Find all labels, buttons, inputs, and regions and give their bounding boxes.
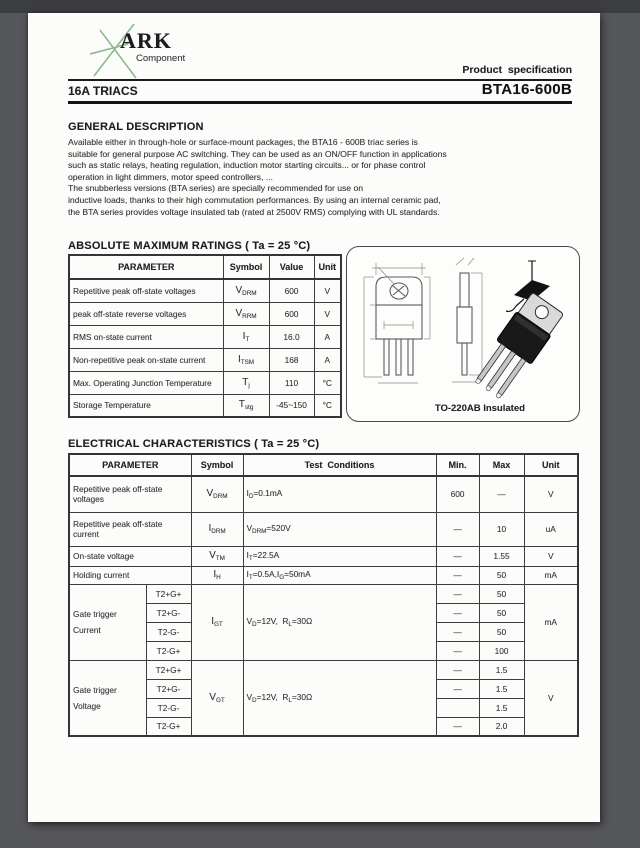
datasheet-page (28, 13, 600, 822)
description-line: inductive loads, thanks to their high commutation performances. By using an internal ceramic pad, (68, 194, 441, 205)
description-line: such as static relays, heating regulation, induction motor starting circuits... or for phase control (68, 160, 426, 171)
ec-unit: V (524, 476, 578, 512)
table-row (69, 584, 578, 603)
ec-symbol: $V_{DRM}$ (191, 476, 243, 512)
amr-title: ABSOLUTE MAXIMUM RATINGS ( Ta = 25 °C) (68, 240, 311, 252)
ec-max: 50 (479, 566, 524, 584)
ec-param-group: Gate trigger Voltage (69, 660, 146, 736)
amr-param: Storage Temperature (69, 394, 223, 417)
ec-min (436, 698, 479, 717)
ec-min: 600 (436, 476, 479, 512)
ec-symbol: $I_{DRM}$ (191, 512, 243, 546)
ec-min: — (436, 660, 479, 679)
ec-min: — (436, 603, 479, 622)
amr-value: 600 (269, 302, 314, 325)
ec-header-parameter: PARAMETER (69, 454, 191, 476)
ec-unit: mA (524, 584, 578, 660)
table-row (69, 302, 341, 325)
description-line: The snubberless versions (BTA series) are specially recommended for use on (68, 183, 364, 194)
logo-brand-text: ARK (120, 28, 172, 53)
ec-max: 10 (479, 512, 524, 546)
ec-param: Repetitive peak off-state voltages (69, 476, 191, 512)
ec-unit: V (524, 660, 578, 736)
ec-trigger-quadrant: T2+G- (146, 679, 191, 698)
ec-trigger-quadrant: T2+G+ (146, 660, 191, 679)
package-caption: TO-220AB Insulated (434, 403, 525, 414)
table-row (69, 512, 578, 546)
ec-param: Holding current (69, 566, 191, 584)
amr-value: 16.0 (269, 325, 314, 348)
ec-conditions: $V_D=12V$, $R_L=30\Omega$ (243, 584, 436, 660)
ec-header-symbol: Symbol (191, 454, 243, 476)
header-rule-thick (68, 101, 572, 104)
amr-unit: V (314, 302, 341, 325)
ec-conditions: $V_D=12V$, $R_L=30\Omega$ (243, 660, 436, 736)
amr-unit: °C (314, 371, 341, 394)
general-description-title: GENERAL DESCRIPTION (68, 121, 204, 133)
ec-min: — (436, 584, 479, 603)
ec-min: — (436, 546, 479, 566)
description-line: the BTA series provides voltage insulated tab (rated at 2500V RMS) complying with UL standards. (68, 206, 440, 217)
ec-max: 50 (479, 603, 524, 622)
amr-unit: V (314, 279, 341, 302)
ec-max: 1.5 (479, 679, 524, 698)
ec-unit: uA (524, 512, 578, 546)
amr-symbol: $T_{stg}$ (223, 394, 269, 417)
amr-table (68, 254, 342, 418)
amr-param: peak off-state reverse voltages (69, 302, 223, 325)
table-row (69, 371, 341, 394)
ec-conditions: $I_T=22.5A$ (243, 546, 436, 566)
general-description-paragraph (68, 137, 566, 218)
amr-unit: A (314, 348, 341, 371)
ec-max: 50 (479, 584, 524, 603)
amr-header-parameter: PARAMETER (69, 255, 223, 279)
ec-table (68, 453, 579, 737)
amr-value: -45~150 (269, 394, 314, 417)
ec-min: — (436, 566, 479, 584)
ec-min: — (436, 512, 479, 546)
ec-symbol: $V_{GT}$ (191, 660, 243, 736)
table-row (69, 566, 578, 584)
table-row (69, 325, 341, 348)
amr-param: RMS on-state current (69, 325, 223, 348)
ec-max: 1.5 (479, 660, 524, 679)
amr-param: Non-repetitive peak on-state current (69, 348, 223, 371)
ec-min: — (436, 622, 479, 641)
description-line: Available either in through-hole or surface-mount packages, the BTA16 - 600B triac series is (68, 137, 418, 147)
package-drawing-to220 (348, 251, 576, 401)
amr-header-value: Value (269, 255, 314, 279)
description-line: operation in light dimmers, motor speed controllers, ... (68, 171, 273, 182)
amr-symbol: $I_{TSM}$ (223, 348, 269, 371)
ec-param: Repetitive peak off-state current (69, 512, 191, 546)
amr-unit: A (314, 325, 341, 348)
ec-trigger-quadrant: T2-G+ (146, 641, 191, 660)
to220-side-view (457, 273, 472, 375)
to220-front-view (376, 277, 422, 375)
package-outline-box (346, 246, 580, 422)
amr-value: 168 (269, 348, 314, 371)
ec-trigger-quadrant: T2-G- (146, 622, 191, 641)
amr-header-symbol: Symbol (223, 255, 269, 279)
ec-min: — (436, 641, 479, 660)
ec-trigger-quadrant: T2-G- (146, 698, 191, 717)
ec-conditions: $I_T=0.5A,I_G=50mA$ (243, 566, 436, 584)
table-row (69, 279, 341, 302)
ec-unit: mA (524, 566, 578, 584)
table-row (69, 546, 578, 566)
ec-max: 1.5 (479, 698, 524, 717)
amr-param: Max. Operating Junction Temperature (69, 371, 223, 394)
ec-symbol: $I_{GT}$ (191, 584, 243, 660)
ec-trigger-quadrant: T2+G+ (146, 584, 191, 603)
table-row (69, 348, 341, 371)
ark-logo (90, 20, 220, 82)
amr-unit: °C (314, 394, 341, 417)
ec-param: On-state voltage (69, 546, 191, 566)
table-row (69, 476, 578, 512)
ec-max: — (479, 476, 524, 512)
description-line: suitable for general purpose AC switching. They can be used as an ON/OFF function in applications (68, 148, 447, 159)
ec-symbol: $V_{TM}$ (191, 546, 243, 566)
ec-max: 50 (479, 622, 524, 641)
ec-header-conditions: Test Conditions (243, 454, 436, 476)
ec-header-unit: Unit (524, 454, 578, 476)
logo-subtitle-text: Component (136, 53, 186, 64)
family-label: 16A TRIACS (68, 84, 138, 98)
amr-header-unit: Unit (314, 255, 341, 279)
backdrop-top-strip (0, 0, 640, 13)
ec-conditions: $I_D=0.1mA$ (243, 476, 436, 512)
amr-value: 600 (269, 279, 314, 302)
ec-param-group: Gate trigger Current (69, 584, 146, 660)
ec-unit: V (524, 546, 578, 566)
to220-3d-package (470, 291, 565, 401)
amr-value: 110 (269, 371, 314, 394)
amr-symbol: $T_j$ (223, 371, 269, 394)
ec-max: 2.0 (479, 717, 524, 736)
ec-max: 1.55 (479, 546, 524, 566)
ec-title: ELECTRICAL CHARACTERISTICS ( Ta = 25 °C) (68, 438, 320, 450)
ec-header-min: Min. (436, 454, 479, 476)
ec-max: 100 (479, 641, 524, 660)
amr-symbol: $I_T$ (223, 325, 269, 348)
ec-trigger-quadrant: T2-G+ (146, 717, 191, 736)
ec-trigger-quadrant: T2+G- (146, 603, 191, 622)
product-spec-label: Product specification (462, 64, 572, 76)
table-row (69, 660, 578, 679)
ec-conditions: $V_{DRM}=520V$ (243, 512, 436, 546)
amr-symbol: $V_{DRM}$ (223, 279, 269, 302)
ec-min: — (436, 679, 479, 698)
ec-symbol: $I_H$ (191, 566, 243, 584)
amr-symbol: $V_{RRM}$ (223, 302, 269, 325)
ec-min: — (436, 717, 479, 736)
amr-param: Repetitive peak off-state voltages (69, 279, 223, 302)
ec-header-max: Max (479, 454, 524, 476)
table-row (69, 394, 341, 417)
part-number: BTA16-600B (481, 81, 572, 98)
